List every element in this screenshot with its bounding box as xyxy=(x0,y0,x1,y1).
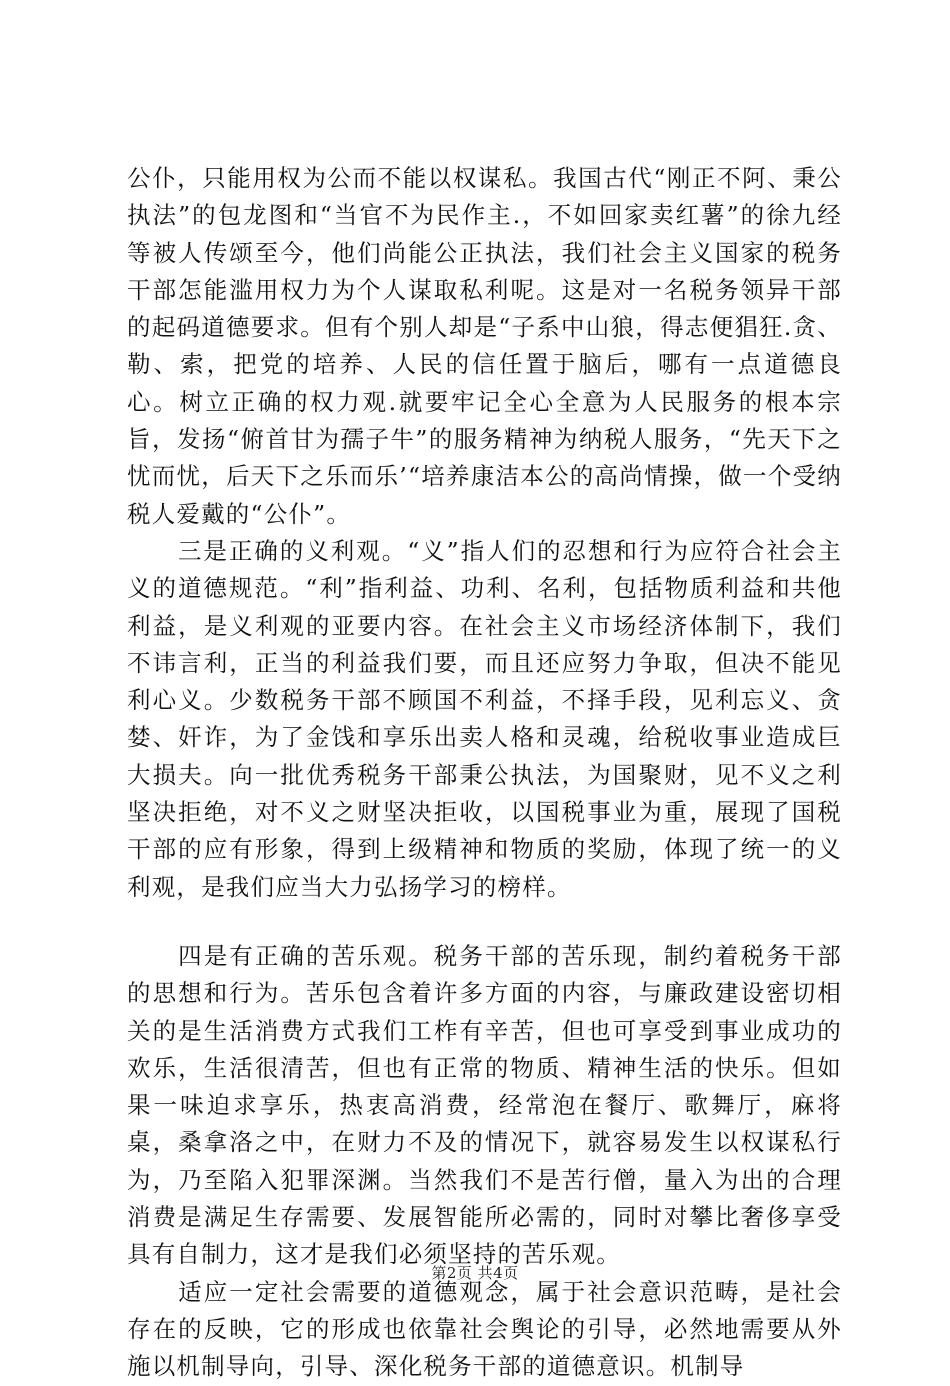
paragraph-4: 适应一定社会需要的道德观念，属于社会意识范畴，是社会存在的反映，它的形成也依靠社会舆论的引导，必然地需要从外施以机制导向，引导、深化税务干部的道德意识。机制导 xyxy=(127,1277,842,1381)
paragraph-2: 三是正确的义利观。“义”指人们的忍想和行为应符合社会主义的道德规范。“利”指利益、功利、名利，包括物质利益和共他利益，是义利观的亚要内容。在社会主义市场经济体制下，我们不讳言利，正当的利益我们要，而且还应努力争取，但决不能见利心义。少数税务干部不顾国不利益，不择手段，见利忘义、贪婪、奸诈，为了金饯和享乐出卖人格和灵魂，给税收事业造成巨大损夫。向一批优秀税务干部秉公执法，为国聚财，见不义之利坚决拒绝，对不义之财坚决拒收，以国税事业为重，展现了国税干部的应有形象，得到上级精神和物质的奖励，体现了统一的义利观，是我们应当大力弘扬学习的榜样。 xyxy=(127,536,842,901)
paragraph-gap xyxy=(127,906,842,938)
page-number-footer: 第2页 共4页 xyxy=(431,1264,519,1282)
paragraph-1: 公仆，只能用权为公而不能以权谋私。我国古代“刚正不阿、秉公执法”的包龙图和“当官不为民作主.，不如回家卖红薯”的徐九经等被人传颂至今，他们尚能公正执法，我们社会主义国家的税务干部怎能滥用权力为个人谋取私利呢。这是对一名税务领异干部的起码道德要求。但有个别人却是“子系中山狼，得志便猖狂.贪、勒、索，把党的培养、人民的信任置于脑后，哪有一点道德良心。树立正确的权力观.就要牢记全心全意为人民服务的根本宗旨，发扬“俯首甘为孺子牛”的服务精神为纳税人服务，“先天下之忧而忧，后天下之乐而乐’“培养康洁本公的高尚情操，做一个受纳税人爱戴的“公仆”。 xyxy=(127,164,842,528)
document-body xyxy=(127,160,842,1386)
paragraph-3: 四是有正确的苦乐观。税务干部的苦乐现，制约着税务干部的思想和行为。苦乐包含着许多方面的内容，与廉政建设密切相关的是生活消费方式我们工柞有辛苦，但也可享受到事业成功的欢乐，生活很清苦，但也有正常的物质、精神生活的快乐。但如果一味迫求享乐，热衷高消费，经常泡在餐厅、歌舞厅，麻将桌，桑拿洛之中，在财力不及的情况下，就容易发生以权谋私行为，乃至陷入犯罪深渊。当然我们不是苦行僧，量入为出的合理消费是满足生存需要、发展智能所必需的，同时对攀比奢侈享受具有自制力，这才是我们必须坚持的苦乐观。 xyxy=(127,941,842,1269)
